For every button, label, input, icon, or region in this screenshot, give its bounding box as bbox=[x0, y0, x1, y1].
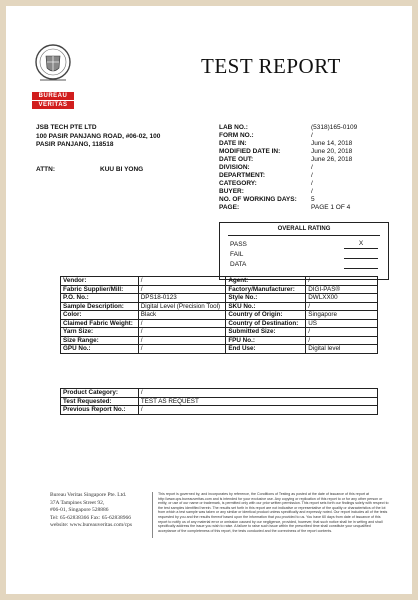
table-row bbox=[61, 285, 378, 294]
cell-label: Fabric Supplier/Mill: bbox=[61, 285, 139, 294]
info-label: MODIFIED DATE IN: bbox=[219, 148, 281, 155]
info-value: / bbox=[311, 172, 313, 179]
company-line: 37A Tampines Street 92, bbox=[50, 499, 105, 506]
info-row-department bbox=[219, 172, 399, 180]
info-row-form-no bbox=[219, 132, 399, 140]
document-page bbox=[14, 14, 404, 586]
info-label: PAGE: bbox=[219, 204, 240, 211]
cell-value: DPS18-0123 bbox=[138, 294, 226, 303]
cell-label: Yarn Size: bbox=[61, 328, 139, 337]
cell-value: / bbox=[138, 406, 377, 415]
cell-value: Singapore bbox=[306, 311, 378, 320]
info-value: PAGE 1 OF 4 bbox=[311, 204, 351, 211]
cell-value: DWLXX00 bbox=[306, 294, 378, 303]
info-row-lab-no bbox=[219, 124, 399, 132]
footer-divider bbox=[152, 492, 153, 538]
info-row-buyer bbox=[219, 188, 399, 196]
info-label: LAB NO.: bbox=[219, 124, 248, 131]
address-line: 100 PASIR PANJANG ROAD, #06-02, 100 bbox=[36, 132, 161, 140]
info-label: NO. OF WORKING DAYS: bbox=[219, 196, 297, 203]
cell-value: Digital level bbox=[306, 345, 378, 354]
info-row-category bbox=[219, 180, 399, 188]
company-info bbox=[50, 492, 132, 530]
rating-fail-label: FAIL bbox=[230, 251, 244, 258]
cell-value: US bbox=[306, 319, 378, 328]
cell-label: Product Category: bbox=[61, 389, 139, 398]
table-row bbox=[61, 406, 378, 415]
logo-text-bureau: BUREAU bbox=[32, 92, 74, 100]
cell-label: GPU No.: bbox=[61, 345, 139, 354]
address-line: PASIR PANJANG, 118518 bbox=[36, 141, 114, 148]
info-value: June 20, 2018 bbox=[311, 148, 353, 155]
rating-divider bbox=[228, 235, 380, 236]
attn-value: KUU BI YONG bbox=[100, 166, 144, 173]
info-label: DIVISION: bbox=[219, 164, 250, 171]
cell-value: / bbox=[138, 285, 226, 294]
request-table bbox=[60, 388, 378, 415]
rating-data-mark bbox=[344, 260, 378, 269]
cell-value: / bbox=[138, 336, 226, 345]
rating-pass-mark: X bbox=[344, 240, 378, 249]
cell-value: / bbox=[306, 336, 378, 345]
info-label: CATEGORY: bbox=[219, 180, 257, 187]
attn-label: ATTN: bbox=[36, 166, 56, 173]
company-line: #06-01, Singapore 528886 bbox=[50, 507, 109, 513]
info-row-date-out bbox=[219, 156, 399, 164]
info-value: June 14, 2018 bbox=[311, 140, 353, 147]
company-line: Tel: 65-62838366 Fax: 65-62838966 bbox=[50, 514, 132, 521]
cell-value: DIGI-PAS® bbox=[306, 285, 378, 294]
cell-label: Previous Report No.: bbox=[61, 406, 139, 415]
logo-text-veritas: VERITAS bbox=[32, 101, 74, 109]
cell-label: P.O. No.: bbox=[61, 294, 139, 303]
cell-label: Size Range: bbox=[61, 336, 139, 345]
info-label: DATE IN: bbox=[219, 140, 247, 147]
table-row bbox=[61, 336, 378, 345]
info-row-modified-date-in bbox=[219, 148, 399, 156]
info-value: June 26, 2018 bbox=[311, 156, 353, 163]
info-label: FORM NO.: bbox=[219, 132, 254, 139]
cell-label: Agent: bbox=[226, 277, 306, 286]
table-row bbox=[61, 319, 378, 328]
table-row bbox=[61, 345, 378, 354]
cell-value: / bbox=[306, 277, 378, 286]
report-title: TEST REPORT bbox=[201, 54, 341, 78]
table-row bbox=[61, 294, 378, 303]
cell-label: Test Requested: bbox=[61, 397, 139, 406]
table-row bbox=[61, 389, 378, 398]
cell-label: Factory/Manufacturer: bbox=[226, 285, 306, 294]
cell-label: SKU No.: bbox=[226, 302, 306, 311]
table-row bbox=[61, 328, 378, 337]
info-row-page bbox=[219, 204, 399, 212]
table-row bbox=[61, 302, 378, 311]
rating-fail-mark bbox=[344, 250, 378, 259]
info-value: / bbox=[311, 164, 313, 171]
cell-value: / bbox=[138, 277, 226, 286]
cell-label: Sample Description: bbox=[61, 302, 139, 311]
cell-value: / bbox=[138, 389, 377, 398]
attention-line bbox=[36, 166, 144, 173]
info-label: DATE OUT: bbox=[219, 156, 254, 163]
seal-icon bbox=[34, 42, 72, 88]
cell-label: Claimed Fabric Weight: bbox=[61, 319, 139, 328]
overall-rating-box bbox=[219, 222, 389, 280]
cell-label: Style No.: bbox=[226, 294, 306, 303]
info-value: / bbox=[311, 132, 313, 139]
cell-value: / bbox=[138, 319, 226, 328]
table-row bbox=[61, 397, 378, 406]
info-value: 5 bbox=[311, 196, 315, 203]
cell-label: Submitted Size: bbox=[226, 328, 306, 337]
cell-value: Digital Level (Precision Tool) bbox=[138, 302, 226, 311]
cell-label: Vendor: bbox=[61, 277, 139, 286]
cell-label: Country of Origin: bbox=[226, 311, 306, 320]
cell-value: / bbox=[138, 328, 226, 337]
cell-label: FPU No.: bbox=[226, 336, 306, 345]
info-value: (5318)165-0109 bbox=[311, 124, 358, 131]
company-line: Bureau Veritas Singapore Pte. Ltd. bbox=[50, 492, 127, 498]
product-details-table bbox=[60, 276, 378, 354]
info-value: / bbox=[311, 188, 313, 195]
company-line: website: www.bureauveritas.com/cps bbox=[50, 522, 132, 528]
cell-value: Black bbox=[138, 311, 226, 320]
cell-label: Color: bbox=[61, 311, 139, 320]
report-info-block bbox=[219, 124, 399, 212]
cell-value: / bbox=[306, 328, 378, 337]
bureau-veritas-logo bbox=[28, 42, 78, 112]
cell-value: / bbox=[306, 302, 378, 311]
cell-value: TEST AS REQUEST bbox=[138, 397, 377, 406]
table-row bbox=[61, 277, 378, 286]
legal-disclaimer: This report is governed by, and incorporates by reference, the Conditions of Testing as posted at the date of issuance of this report at http://www.cps.bureauveritas.com and is intended for your exclusive use. Any copying or replication of this report to or for any other person or entity, or use of our name or trademark, is permitted only with our prior written permission. This report sets forth our findings solely with respect to the test samples identified herein. The results set forth in this report are not indicative or representative of the quality or characteristics of the lot from which a test sample was taken or any similar or identical product unless specifically and expressly noted. Our report includes all of the tests requested by you and the results thereof based upon the information that you provided to us. You have 60 days from date of issuance of this report to notify us of any material error or omission caused by our negligence, provided, however, that such notice shall be in writing and shall specifically address the issue you wish to raise. A failure to raise such issue within the prescribed time shall constitute your unqualified acceptance of the completeness of this report, the tests conducted and the correctness of the report contents. bbox=[158, 492, 389, 533]
client-address bbox=[36, 124, 160, 150]
info-row-division bbox=[219, 164, 399, 172]
cell-value: / bbox=[138, 345, 226, 354]
info-row-date-in bbox=[219, 140, 399, 148]
cell-label: Country of Destination: bbox=[226, 319, 306, 328]
rating-title: OVERALL RATING bbox=[277, 226, 331, 232]
info-value: / bbox=[311, 180, 313, 187]
rating-pass-label: PASS bbox=[230, 241, 247, 248]
table-row bbox=[61, 311, 378, 320]
info-row-working-days bbox=[219, 196, 399, 204]
info-label: DEPARTMENT: bbox=[219, 172, 266, 179]
info-label: BUYER: bbox=[219, 188, 244, 195]
cell-label: End Use: bbox=[226, 345, 306, 354]
rating-data-label: DATA bbox=[230, 261, 247, 268]
address-line: JSB TECH PTE LTD bbox=[36, 124, 97, 131]
